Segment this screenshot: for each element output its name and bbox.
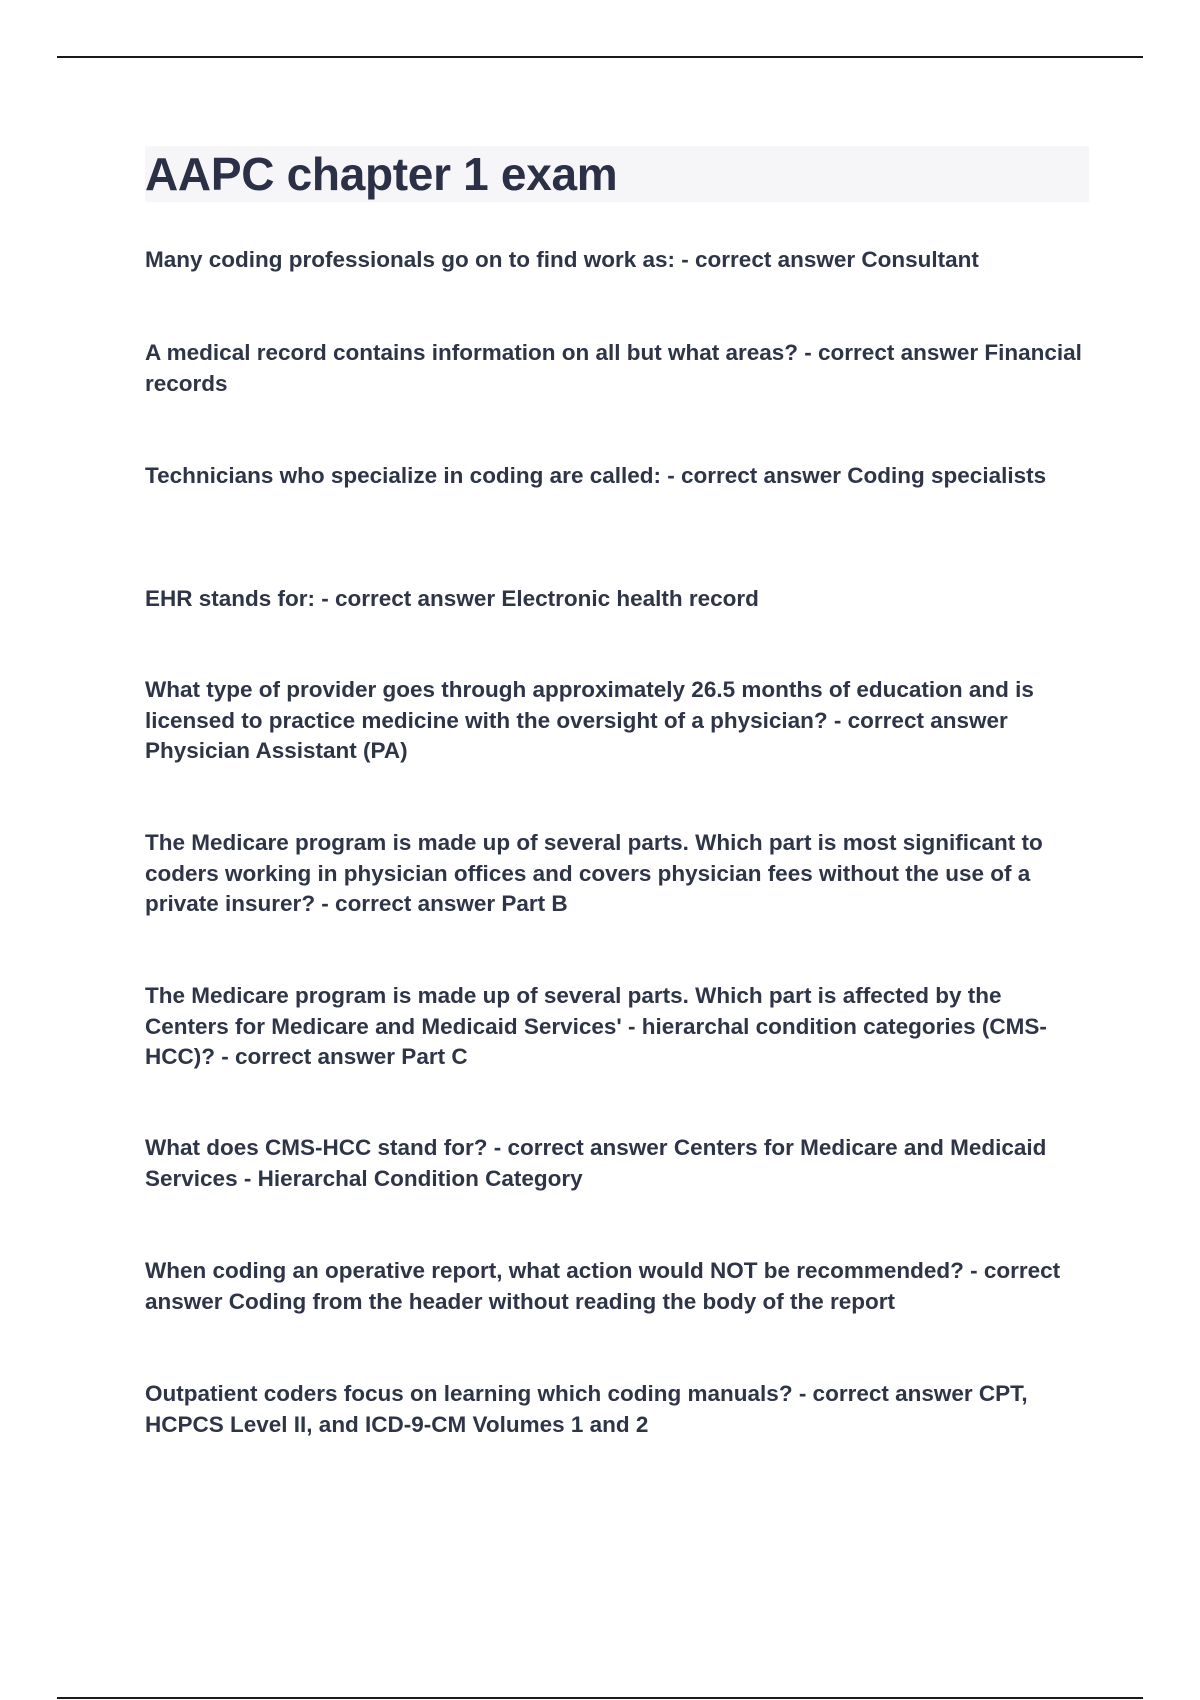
qa-item-4: EHR stands for: - correct answer Electronic health record <box>145 586 759 611</box>
qa-item-9: When coding an operative report, what action would NOT be recommended? - correct answer Coding from the header without reading the body of the report <box>145 1258 1061 1314</box>
top-divider <box>57 56 1143 58</box>
qa-item-7: The Medicare program is made up of several parts. Which part is affected by the Centers for Medicare and Medicaid Services' - hierarchal condition categories (CMS-HCC)? - correct answer Part C <box>145 983 1047 1069</box>
qa-item-1: Many coding professionals go on to find work as: - correct answer Consultant <box>145 247 979 272</box>
qa-item-2: A medical record contains information on all but what areas? - correct answer Financial records <box>145 340 1082 396</box>
bottom-divider <box>57 1697 1143 1699</box>
qa-item-3: Technicians who specialize in coding are called: - correct answer Coding specialists <box>145 463 1047 488</box>
qa-item-6: The Medicare program is made up of several parts. Which part is most significant to coders working in physician offices and covers physician fees without the use of a private insurer? - correct answer Part B <box>145 830 1043 916</box>
qa-item-8: What does CMS-HCC stand for? - correct answer Centers for Medicare and Medicaid Services - Hierarchal Condition Category <box>145 1135 1047 1191</box>
qa-item-10: Outpatient coders focus on learning which coding manuals? - correct answer CPT, HCPCS Level II, and ICD-9-CM Volumes 1 and 2 <box>145 1381 1028 1437</box>
page-title: AAPC chapter 1 exam <box>145 148 618 200</box>
qa-item-5: What type of provider goes through approximately 26.5 months of education and is licensed to practice medicine with the oversight of a physician? - correct answer Physician Assistant (PA) <box>145 677 1034 763</box>
